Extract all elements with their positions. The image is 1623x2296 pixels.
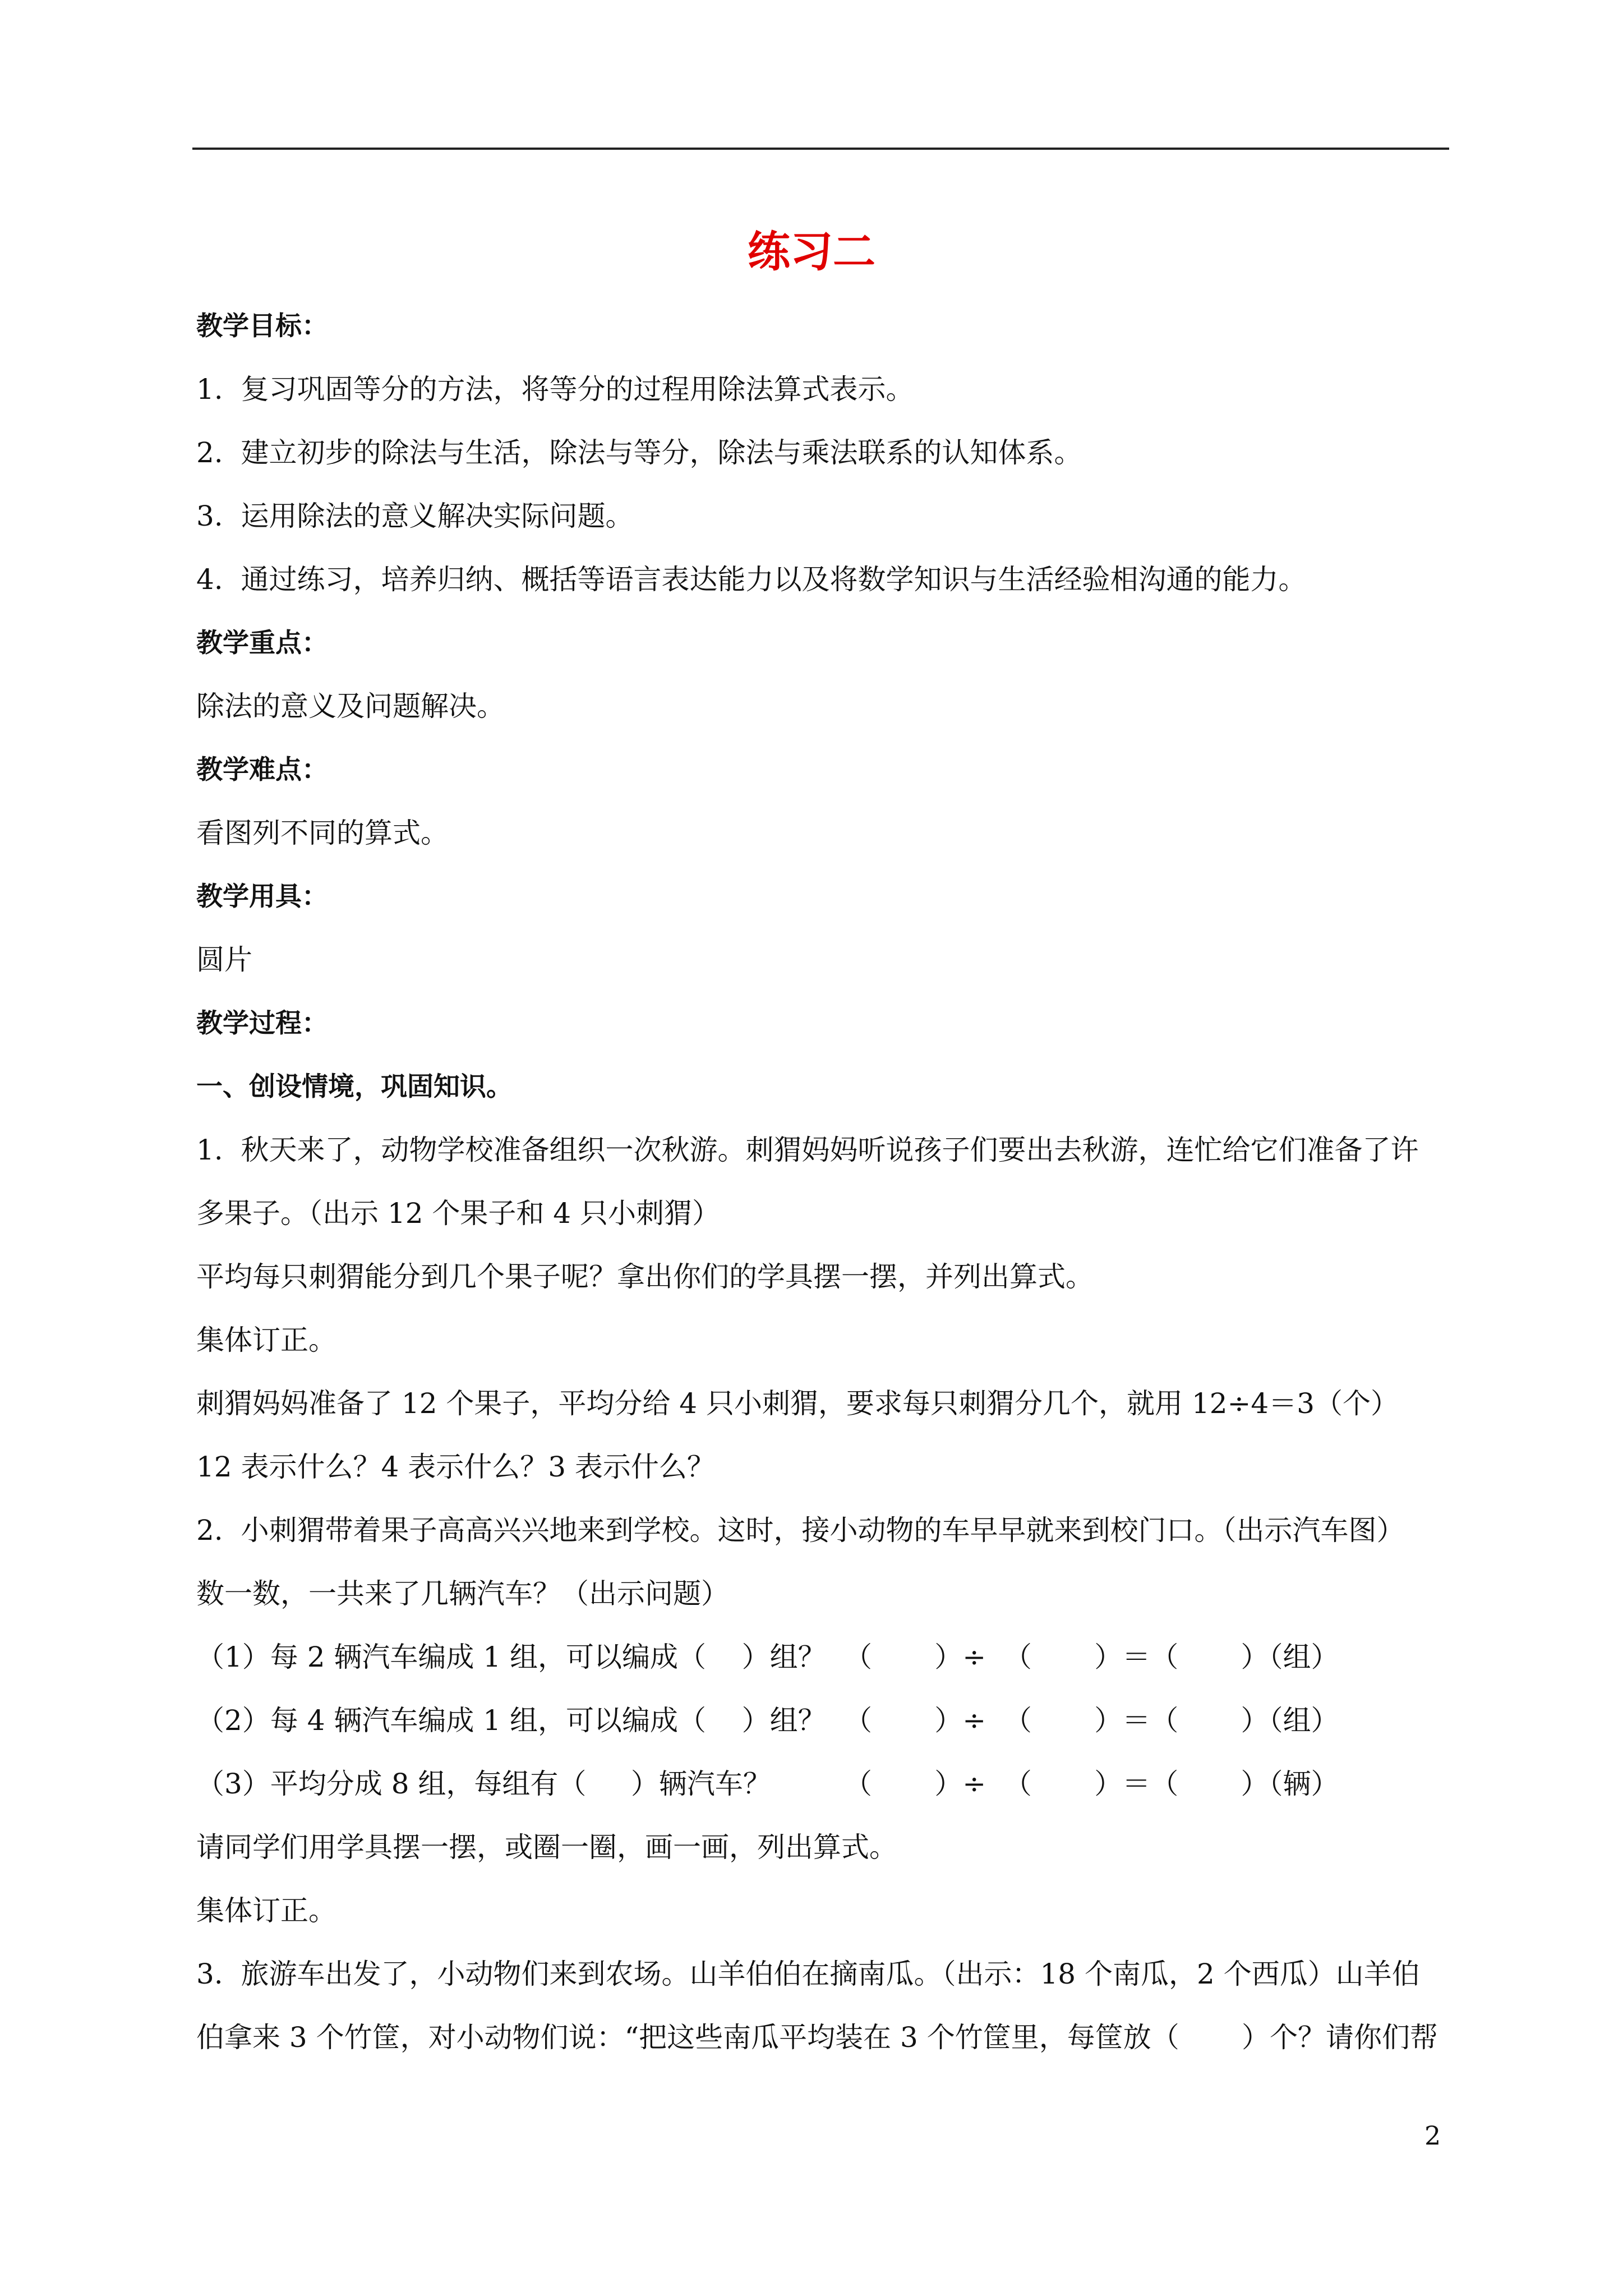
paragraph-line: 2. 小刺猬带着果子高高兴兴地来到学校。这时，接小动物的车早早就来到校门口。（出示汽车图） [196,1514,1405,1547]
process-heading: 教学过程： [196,1008,328,1039]
paragraph-line: 平均每只刺猬能分到几个果子呢？拿出你们的学具摆一摆，并列出算式。 [196,1260,1094,1293]
goal-item: 2. 建立初步的除法与生活，除法与等分，除法与乘法联系的认知体系。 [196,436,1082,469]
exercise-equation: （ ）÷ （ ）＝（ ）（辆） [844,1768,1339,1800]
paragraph-line: 1. 秋天来了，动物学校准备组织一次秋游。刺猬妈妈听说孩子们要出去秋游，连忙给它们准备了许 [196,1134,1419,1166]
paragraph-line: 3. 旅游车出发了，小动物们来到农场。山羊伯伯在摘南瓜。（出示：18 个南瓜，2 个西瓜）山羊伯 [196,1958,1420,1990]
paragraph-line: 数一数，一共来了几辆汽车？（出示问题） [196,1577,729,1610]
difficulty-heading: 教学难点： [196,754,328,785]
tools-heading: 教学用具： [196,881,328,912]
page-number: 2 [1424,2120,1441,2151]
exercise-equation: （ ）÷ （ ）＝（ ）（组） [844,1704,1339,1737]
paragraph-line: 集体订正。 [196,1324,336,1356]
focus-text: 除法的意义及问题解决。 [196,690,505,723]
focus-heading: 教学重点： [196,628,328,659]
paragraph-line: 多果子。（出示 12 个果子和 4 只小刺猬） [196,1197,721,1230]
difficulty-text: 看图列不同的算式。 [196,817,449,849]
exercise-question: （1）每 2 辆汽车编成 1 组，可以编成（ ）组？ [196,1641,826,1673]
tools-text: 圆片 [196,944,252,976]
goal-item: 1. 复习巩固等分的方法，将等分的过程用除法算式表示。 [196,373,914,406]
exercise-question: （2）每 4 辆汽车编成 1 组，可以编成（ ）组？ [196,1704,826,1737]
paragraph-line: 请同学们用学具摆一摆，或圈一圈，画一画，列出算式。 [196,1831,897,1864]
exercise-row [196,1752,1453,1816]
header-rule [192,148,1449,150]
goals-heading: 教学目标： [196,311,328,342]
part1-heading: 一、创设情境，巩固知识。 [196,1071,513,1102]
page-title: 练习二 [748,227,875,277]
exercise-row [196,1626,1453,1689]
exercise-equation: （ ）÷ （ ）＝（ ）（组） [844,1641,1339,1673]
paragraph-line: 伯拿来 3 个竹筐，对小动物们说：“把这些南瓜平均装在 3 个竹筐里，每筐放（ ）个？请你们帮 [196,2021,1438,2054]
paragraph-line: 12 表示什么？4 表示什么？3 表示什么？ [196,1451,715,1483]
paragraph-line: 集体订正。 [196,1894,336,1927]
document-body [196,295,1453,2069]
exercise-row [196,1689,1453,1752]
exercise-question: （3）平均分成 8 组，每组有（ ）辆汽车？ [196,1768,771,1800]
goal-item: 3. 运用除法的意义解决实际问题。 [196,500,634,532]
goal-item: 4. 通过练习，培养归纳、概括等语言表达能力以及将数学知识与生活经验相沟通的能力。 [196,563,1307,596]
paragraph-line: 刺猬妈妈准备了 12 个果子，平均分给 4 只小刺猬，要求每只刺猬分几个，就用 12÷4＝3（个） [196,1387,1399,1420]
